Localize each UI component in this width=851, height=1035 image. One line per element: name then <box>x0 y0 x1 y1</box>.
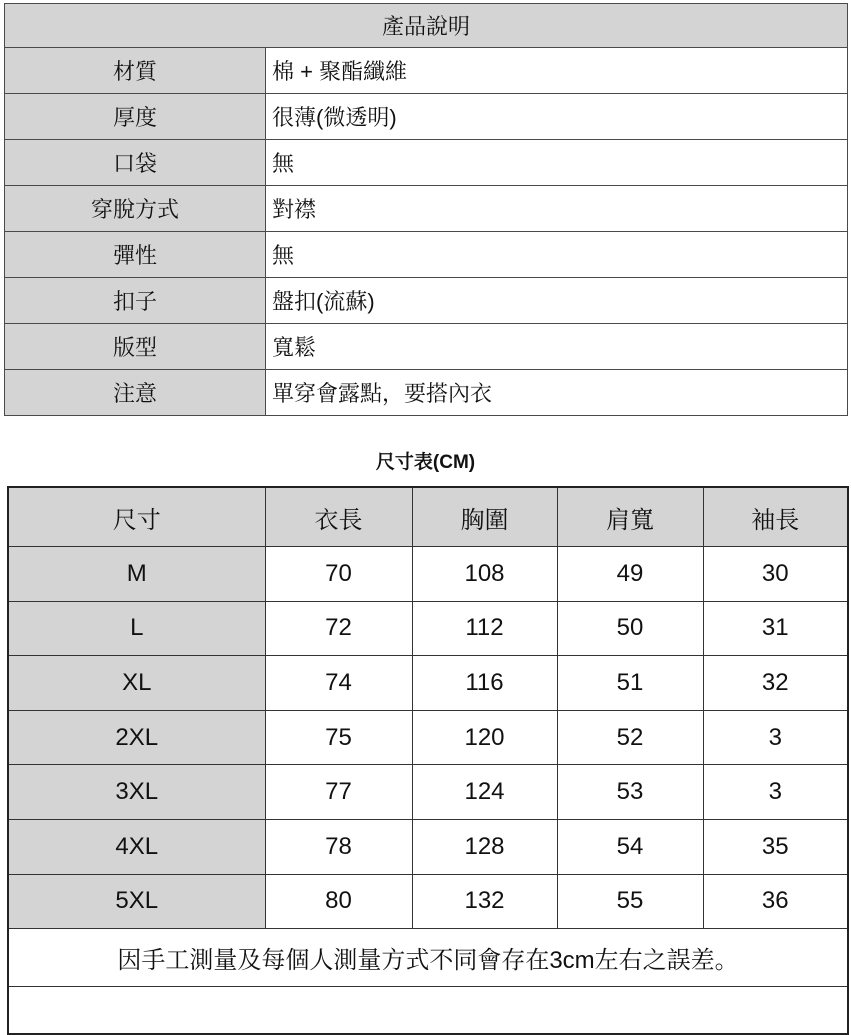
length-cell: 75 <box>265 710 412 765</box>
shoulder-cell: 52 <box>557 710 703 765</box>
shoulder-cell: 49 <box>557 547 703 602</box>
sleeve-cell: 3 <box>703 710 848 765</box>
sleeve-cell: 30 <box>703 547 848 602</box>
sleeve-cell: 3 <box>703 765 848 820</box>
length-cell: 74 <box>265 656 412 711</box>
info-label-thickness: 厚度 <box>5 94 266 140</box>
size-chart-empty-row <box>8 987 848 1035</box>
sleeve-cell: 35 <box>703 819 848 874</box>
size-cell: M <box>8 547 265 602</box>
column-header-size: 尺寸 <box>8 487 265 547</box>
product-info-row <box>5 370 848 416</box>
size-row-2xl <box>8 710 848 765</box>
size-cell: 5XL <box>8 874 265 929</box>
chest-cell: 128 <box>412 819 557 874</box>
chest-cell: 112 <box>412 601 557 656</box>
info-value-material: 棉 + 聚酯纖維 <box>266 48 848 94</box>
length-cell: 77 <box>265 765 412 820</box>
info-label-pockets: 口袋 <box>5 140 266 186</box>
product-info-row <box>5 324 848 370</box>
size-chart-note-row <box>8 929 848 987</box>
column-header-sleeve: 袖長 <box>703 487 848 547</box>
chest-cell: 124 <box>412 765 557 820</box>
size-cell: 2XL <box>8 710 265 765</box>
column-header-shoulder: 肩寬 <box>557 487 703 547</box>
length-cell: 78 <box>265 819 412 874</box>
info-label-material: 材質 <box>5 48 266 94</box>
size-row-5xl <box>8 874 848 929</box>
product-info-row <box>5 140 848 186</box>
chest-cell: 132 <box>412 874 557 929</box>
column-header-chest: 胸圍 <box>412 487 557 547</box>
size-row-m <box>8 547 848 602</box>
size-row-4xl <box>8 819 848 874</box>
chest-cell: 116 <box>412 656 557 711</box>
product-info-row <box>5 94 848 140</box>
size-cell: 4XL <box>8 819 265 874</box>
shoulder-cell: 50 <box>557 601 703 656</box>
product-info-row <box>5 232 848 278</box>
empty-cell <box>8 987 848 1035</box>
size-chart-header-row <box>8 487 848 547</box>
size-chart-title: 尺寸表(CM) <box>375 452 476 473</box>
info-label-notice: 注意 <box>5 370 266 416</box>
column-header-length: 衣長 <box>265 487 412 547</box>
length-cell: 70 <box>265 547 412 602</box>
product-info-row <box>5 278 848 324</box>
product-info-row <box>5 186 848 232</box>
size-row-l <box>8 601 848 656</box>
product-info-row <box>5 48 848 94</box>
info-value-wearing-style: 對襟 <box>266 186 848 232</box>
size-cell: 3XL <box>8 765 265 820</box>
info-value-notice: 單穿會露點，要搭內衣 <box>266 370 848 416</box>
shoulder-cell: 53 <box>557 765 703 820</box>
info-value-thickness: 很薄(微透明) <box>266 94 848 140</box>
info-value-pockets: 無 <box>266 140 848 186</box>
info-label-buttons: 扣子 <box>5 278 266 324</box>
shoulder-cell: 54 <box>557 819 703 874</box>
sleeve-cell: 31 <box>703 601 848 656</box>
info-label-fit: 版型 <box>5 324 266 370</box>
chest-cell: 108 <box>412 547 557 602</box>
size-cell: XL <box>8 656 265 711</box>
info-value-fit: 寬鬆 <box>266 324 848 370</box>
product-info-header-row <box>5 4 848 48</box>
shoulder-cell: 55 <box>557 874 703 929</box>
info-value-elasticity: 無 <box>266 232 848 278</box>
info-value-buttons: 盤扣(流蘇) <box>266 278 848 324</box>
product-info-table <box>4 3 848 416</box>
size-row-xl <box>8 656 848 711</box>
length-cell: 72 <box>265 601 412 656</box>
info-label-wearing-style: 穿脫方式 <box>5 186 266 232</box>
shoulder-cell: 51 <box>557 656 703 711</box>
measurement-error-note: 因手工測量及每個人測量方式不同會存在3cm左右之誤差。 <box>8 929 848 987</box>
size-cell: L <box>8 601 265 656</box>
length-cell: 80 <box>265 874 412 929</box>
chest-cell: 120 <box>412 710 557 765</box>
sleeve-cell: 32 <box>703 656 848 711</box>
size-row-3xl <box>8 765 848 820</box>
sleeve-cell: 36 <box>703 874 848 929</box>
info-label-elasticity: 彈性 <box>5 232 266 278</box>
product-info-title: 產品說明 <box>5 4 848 48</box>
size-chart-table <box>7 486 849 1035</box>
